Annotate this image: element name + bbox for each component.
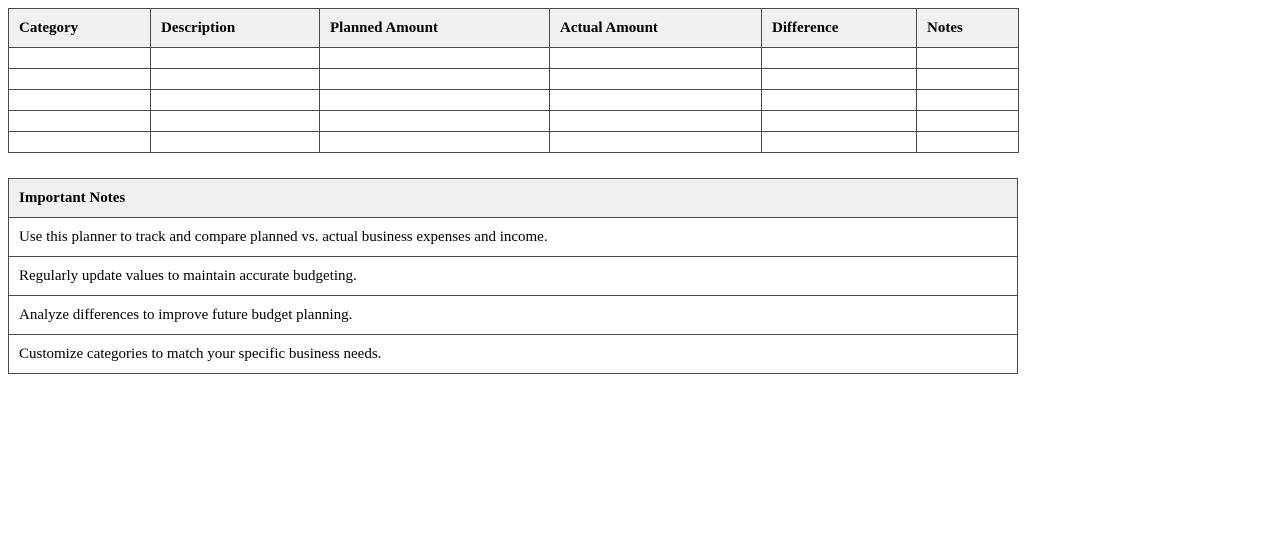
- cell-difference[interactable]: [762, 90, 917, 111]
- cell-actual-amount[interactable]: [550, 132, 762, 153]
- note-text: Customize categories to match your specific business needs.: [9, 335, 1018, 374]
- cell-category[interactable]: [9, 48, 151, 69]
- cell-actual-amount[interactable]: [550, 69, 762, 90]
- table-row: [9, 90, 1019, 111]
- list-item: [9, 257, 1018, 296]
- list-item: [9, 335, 1018, 374]
- cell-category[interactable]: [9, 69, 151, 90]
- table-header-row: [9, 9, 1019, 48]
- cell-notes[interactable]: [917, 90, 1019, 111]
- cell-category[interactable]: [9, 132, 151, 153]
- cell-category[interactable]: [9, 111, 151, 132]
- header-notes: Notes: [917, 9, 1019, 48]
- note-text: Regularly update values to maintain accurate budgeting.: [9, 257, 1018, 296]
- budget-table: [8, 8, 1019, 153]
- cell-category[interactable]: [9, 90, 151, 111]
- cell-planned-amount[interactable]: [320, 90, 550, 111]
- table-row: [9, 48, 1019, 69]
- table-row: [9, 132, 1019, 153]
- cell-notes[interactable]: [917, 48, 1019, 69]
- important-notes-table: [8, 178, 1018, 374]
- table-row: [9, 69, 1019, 90]
- header-category: Category: [9, 9, 151, 48]
- cell-actual-amount[interactable]: [550, 111, 762, 132]
- header-description: Description: [151, 9, 320, 48]
- cell-notes[interactable]: [917, 69, 1019, 90]
- cell-planned-amount[interactable]: [320, 132, 550, 153]
- cell-notes[interactable]: [917, 111, 1019, 132]
- note-text: Use this planner to track and compare planned vs. actual business expenses and income.: [9, 218, 1018, 257]
- cell-planned-amount[interactable]: [320, 69, 550, 90]
- cell-planned-amount[interactable]: [320, 48, 550, 69]
- cell-notes[interactable]: [917, 132, 1019, 153]
- header-planned-amount: Planned Amount: [320, 9, 550, 48]
- header-difference: Difference: [762, 9, 917, 48]
- cell-difference[interactable]: [762, 132, 917, 153]
- list-item: [9, 296, 1018, 335]
- cell-description[interactable]: [151, 90, 320, 111]
- note-text: Analyze differences to improve future budget planning.: [9, 296, 1018, 335]
- cell-description[interactable]: [151, 132, 320, 153]
- cell-description[interactable]: [151, 69, 320, 90]
- list-item: [9, 218, 1018, 257]
- cell-planned-amount[interactable]: [320, 111, 550, 132]
- notes-header-row: [9, 179, 1018, 218]
- table-row: [9, 111, 1019, 132]
- cell-actual-amount[interactable]: [550, 90, 762, 111]
- notes-title: Important Notes: [9, 179, 1018, 218]
- cell-difference[interactable]: [762, 69, 917, 90]
- cell-difference[interactable]: [762, 48, 917, 69]
- cell-actual-amount[interactable]: [550, 48, 762, 69]
- cell-description[interactable]: [151, 111, 320, 132]
- cell-description[interactable]: [151, 48, 320, 69]
- header-actual-amount: Actual Amount: [550, 9, 762, 48]
- cell-difference[interactable]: [762, 111, 917, 132]
